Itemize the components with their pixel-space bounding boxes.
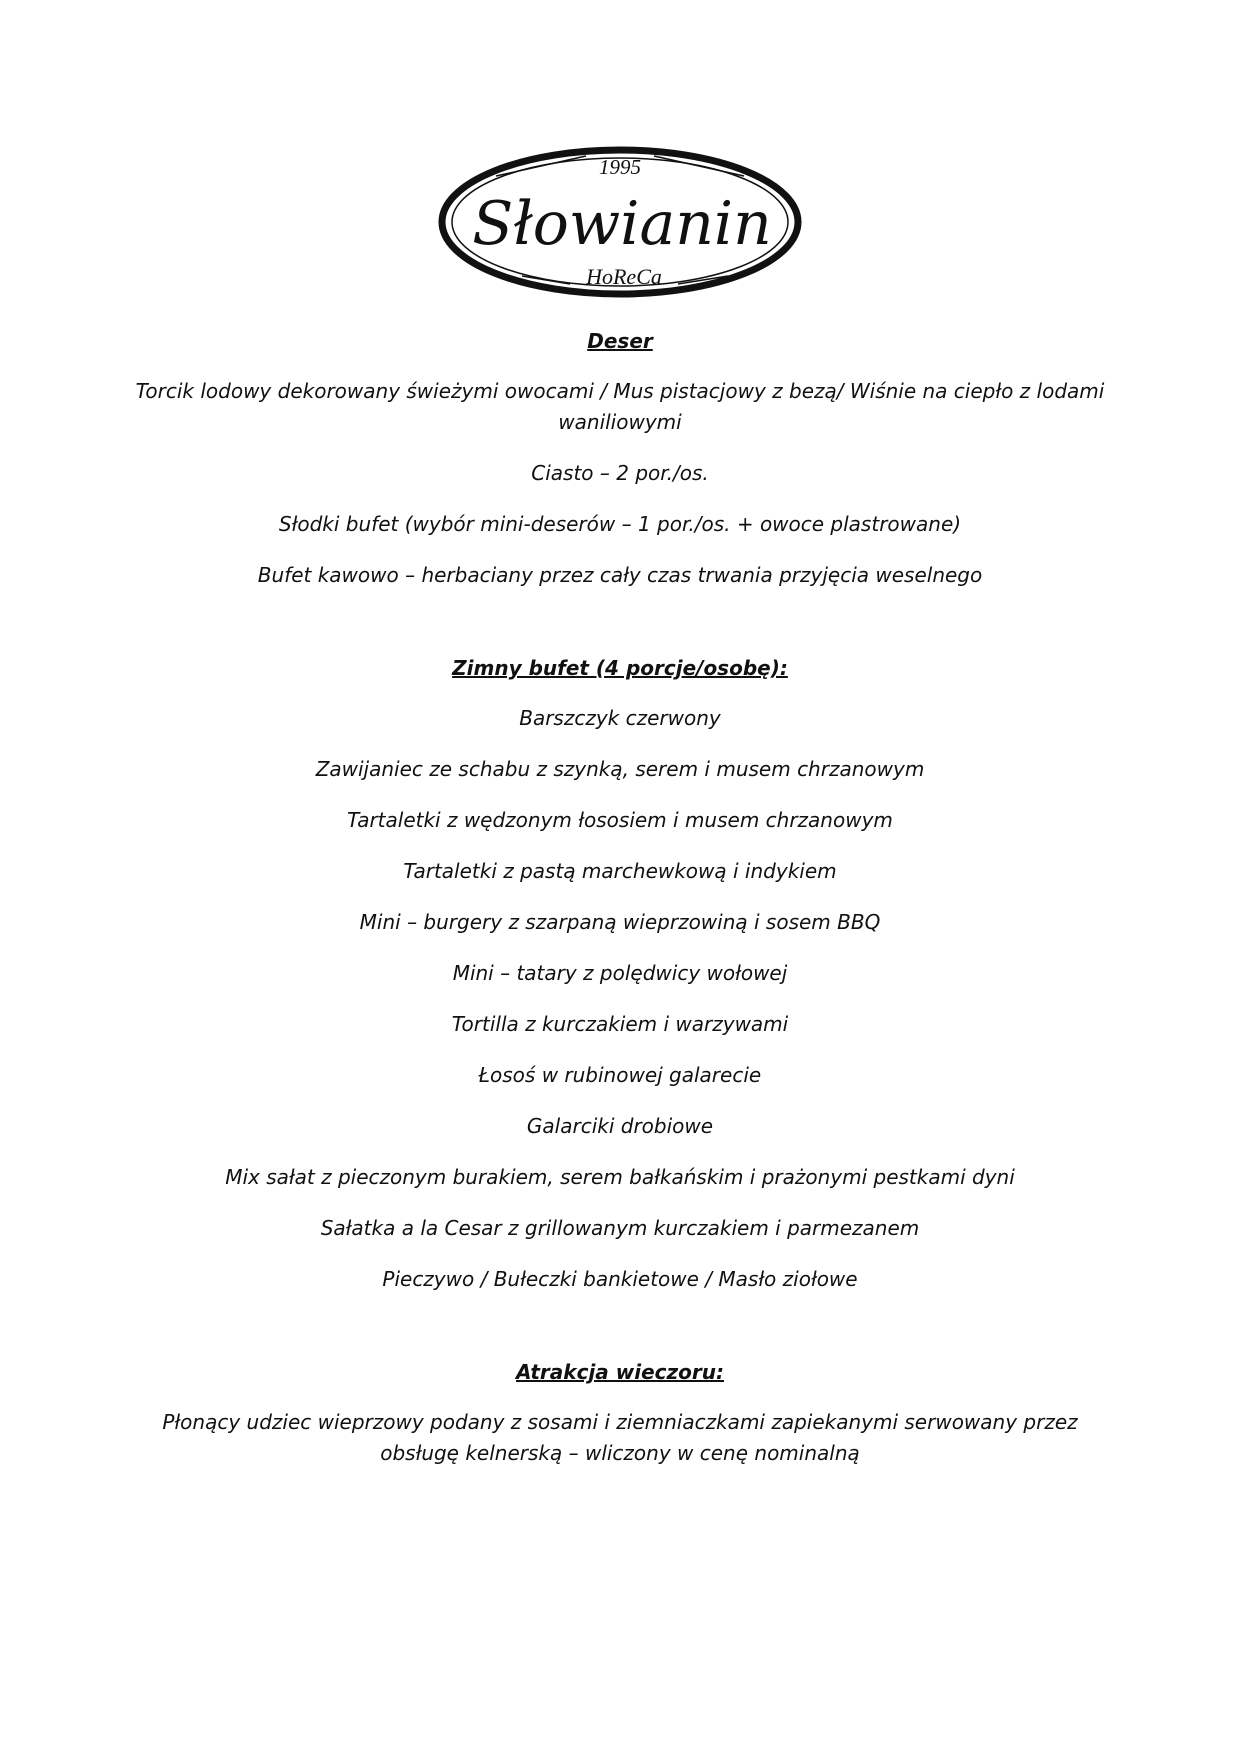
menu-item: Łosoś w rubinowej galarecie bbox=[478, 1063, 762, 1087]
menu-item: Zawijaniec ze schabu z szynką, serem i musem chrzanowym bbox=[315, 757, 925, 781]
logo-emblem bbox=[436, 144, 804, 300]
menu-item: Galarciki drobiowe bbox=[526, 1114, 714, 1138]
menu-item: Płonący udziec wieprzowy podany z sosami i ziemniaczkami zapiekanymi serwowany przez obsługę kelnerską – wliczony w cenę nominalną bbox=[162, 1410, 1078, 1465]
menu-item: Torcik lodowy dekorowany świeżymi owocami / Mus pistacjowy z bezą/ Wiśnie na ciepło z lodami waniliowymi bbox=[135, 379, 1105, 434]
menu-item: Bufet kawowo – herbaciany przez cały czas trwania przyjęcia weselnego bbox=[257, 563, 983, 587]
section-spacer bbox=[130, 1315, 1110, 1357]
menu-item: Tartaletki z wędzonym łososiem i musem chrzanowym bbox=[347, 808, 893, 832]
menu-item: Pieczywo / Bułeczki bankietowe / Masło ziołowe bbox=[382, 1267, 858, 1291]
section-atrakcja bbox=[130, 1357, 1110, 1469]
menu-item: Mini – burgery z szarpaną wieprzowiną i sosem BBQ bbox=[359, 910, 881, 934]
section-deser bbox=[130, 326, 1110, 591]
menu-item: Słodki bufet (wybór mini-deserów – 1 por./os. + owoce plastrowane) bbox=[278, 512, 962, 536]
menu-item: Sałatka a la Cesar z grillowanym kurczakiem i parmezanem bbox=[320, 1216, 920, 1240]
section-zimny-bufet bbox=[130, 653, 1110, 1295]
section-heading-deser: Deser bbox=[587, 329, 653, 353]
logo-tagline: HoReCa bbox=[586, 264, 662, 289]
menu-item: Mini – tatary z polędwicy wołowej bbox=[452, 961, 788, 985]
menu-content bbox=[130, 326, 1110, 1489]
menu-item: Ciasto – 2 por./os. bbox=[531, 461, 709, 485]
section-spacer bbox=[130, 611, 1110, 653]
section-heading-zimny-bufet: Zimny bufet (4 porcje/osobę): bbox=[452, 656, 788, 680]
menu-item: Barszczyk czerwony bbox=[519, 706, 721, 730]
menu-item: Tartaletki z pastą marchewkową i indykiem bbox=[403, 859, 837, 883]
menu-item: Mix sałat z pieczonym burakiem, serem bałkańskim i prażonymi pestkami dyni bbox=[225, 1165, 1015, 1189]
logo-year: 1995 bbox=[599, 155, 641, 179]
slowianin-logo bbox=[436, 144, 804, 300]
section-heading-atrakcja: Atrakcja wieczoru: bbox=[515, 1360, 724, 1384]
menu-item: Tortilla z kurczakiem i warzywami bbox=[451, 1012, 789, 1036]
logo-name: Słowianin bbox=[472, 189, 772, 259]
